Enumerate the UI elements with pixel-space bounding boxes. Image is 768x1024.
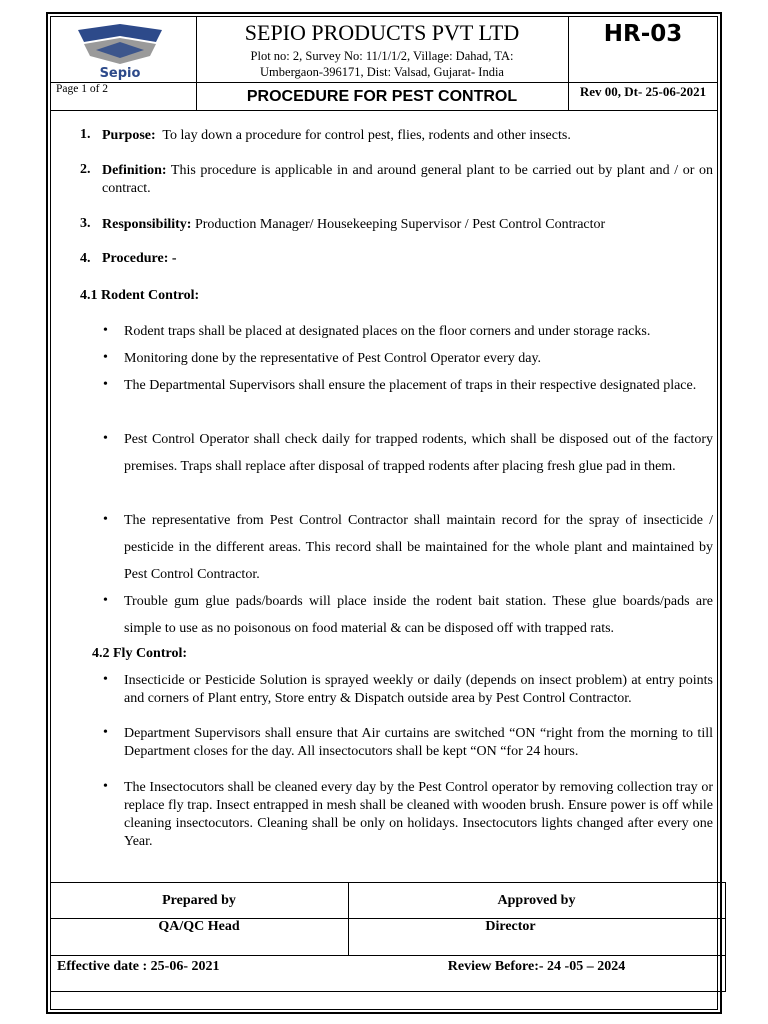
prepared-by-role: QA/QC Head [158,919,240,934]
section-label: Purpose: [102,128,156,143]
list-item: Insecticide or Pesticide Solution is sprayed weekly or daily (depends on insect problem) at entry points and corners of Plant entry, Store entry & Dispatch outside area by Pest Control Contractor. [124,673,713,706]
document-title: PROCEDURE FOR PEST CONTROL [246,88,518,105]
approved-by-label: Approved by [497,893,576,908]
bullet-icon: • [103,672,108,687]
bullet-icon: • [103,725,108,740]
signoff-table-top [50,882,726,883]
subsection-heading-rodent: 4.1 Rodent Control: [80,288,200,303]
logo-text: Sepio [99,66,141,80]
subsection-heading-fly: 4.2 Fly Control: [92,646,188,661]
list-item: Monitoring done by the representative of Pest Control Operator every day. [124,351,542,366]
bullet-icon: • [103,593,108,608]
header-divider [568,16,569,110]
bullet-icon: • [103,512,108,527]
page-number: Page 1 of 2 [56,83,109,95]
approved-by-role: Director [485,919,536,934]
signoff-table-line [50,955,726,956]
section-definition [102,162,713,198]
signoff-table-line [50,991,726,992]
section-procedure-heading: Procedure: - [102,251,177,266]
signoff-table-right [725,882,726,991]
list-item: Pest Control Operator shall check daily for trapped rodents, which shall be disposed out of the factory premises. Traps shall replace after disposal of trapped rodents after placing fresh glue pad in them. [124,432,713,474]
prepared-by-label: Prepared by [162,893,236,908]
section-number: 2. [80,162,91,177]
bullet-icon: • [103,323,108,338]
address-line-1: Plot no: 2, Survey No: 11/1/1/2, Village: Dahad, TA: [250,49,514,63]
document-code: HR-03 [603,21,683,47]
section-responsibility [102,216,713,234]
section-label: Responsibility: [102,217,192,232]
list-item: Trouble gum glue pads/boards will place inside the rodent bait station. These glue boards/pads are simple to use as no poisonous on food material & can be disposed off with trapped rats. [124,594,713,636]
section-number: 4. [80,251,91,266]
list-item: Department Supervisors shall ensure that Air curtains are switched “ON “right from the morning to till Department closes for the day. All insectocutors shall be kept “ON “for 24 hours. [124,726,713,759]
header-bottom-line [50,110,718,111]
list-item: The representative from Pest Control Contractor shall maintain record for the spray of insecticide / pesticide in the different areas. This record shall be maintained for the whole plant and maintained by Pest Control Contractor. [124,513,713,582]
section-text: Production Manager/ Housekeeping Supervisor / Pest Control Contractor [194,217,606,232]
section-text: This procedure is applicable in and around general plant to be carried out by plant and / or on contract. [102,163,713,196]
bullet-icon: • [103,779,108,794]
list-item: Rodent traps shall be placed at designated places on the floor corners and under storage racks. [124,324,651,339]
company-address [196,48,568,80]
section-label: Definition: [102,163,167,178]
bullet-icon: • [103,350,108,365]
section-text: To lay down a procedure for control pest, flies, rodents and other insects. [162,128,571,143]
company-logo [70,22,170,80]
address-line-2: Umbergaon-396171, Dist: Valsad, Gujarat- India [260,65,504,79]
list-item: The Departmental Supervisors shall ensure the placement of traps in their respective designated place. [124,378,697,393]
company-name: SEPIO PRODUCTS PVT LTD [244,20,520,45]
review-before-date: Review Before:- 24 -05 – 2024 [447,959,626,974]
bullet-icon: • [103,377,108,392]
revision-info: Rev 00, Dt- 25-06-2021 [579,84,707,99]
effective-date: Effective date : 25-06- 2021 [57,959,220,974]
bullet-icon: • [103,431,108,446]
section-number: 1. [80,127,91,142]
section-number: 3. [80,216,91,231]
header-divider [196,82,718,83]
list-item: The Insectocutors shall be cleaned every day by the Pest Control operator by removing collection tray or replace fly trap. Insect entrapped in mesh shall be cleaned with wooden brush. Ensure power is off while cleaning insectocutors. Cleaning shall be only on holidays. Insectocutors lights changed after every one Year. [124,780,713,849]
section-purpose [102,127,713,145]
